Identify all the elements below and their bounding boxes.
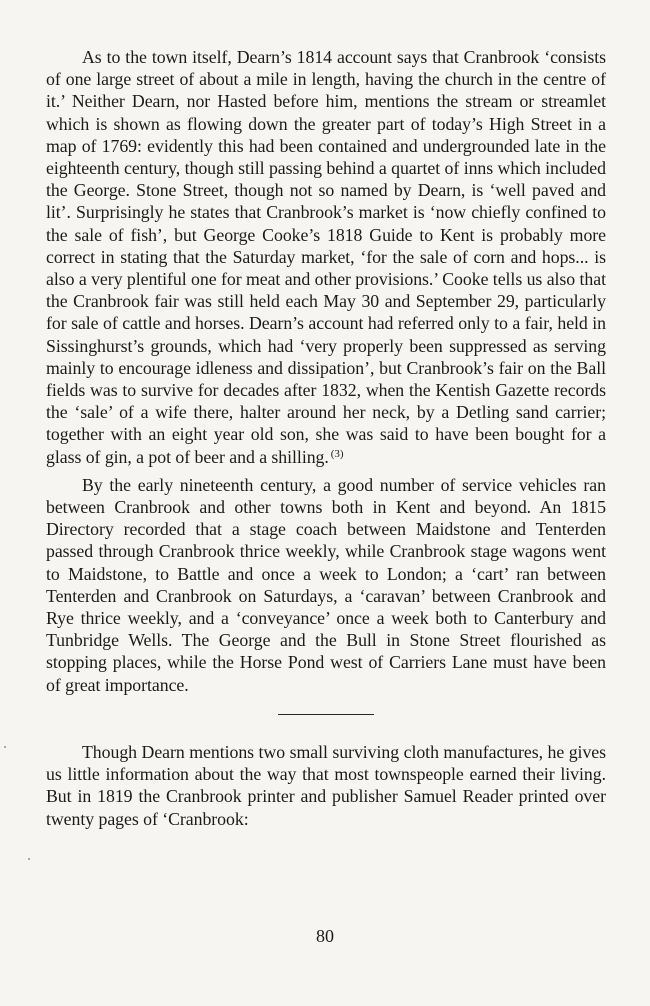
page-body	[46, 46, 606, 830]
section-divider	[278, 714, 374, 715]
paragraph-service-vehicles: By the early nineteenth century, a good number of service vehicles ran between Cranbrook and other towns both in Kent and beyond. An 1815 Directory recorded that a stage coach between Maidstone and Tenterden passed through Cranbrook thrice weekly, while Cranbrook stage wagons went to Maidstone, to Battle and once a week to London; a ‘cart’ ran between Tenterden and Cranbrook on Saturdays, a ‘caravan’ between Cranbrook and Rye thrice weekly, and a ‘conveyance’ once a week both to Canterbury and Tunbridge Wells. The George and the Bull in Stone Street flourished as stopping places, while the Horse Pond west of Carriers Lane must have been of great importance.	[46, 474, 606, 695]
scan-speck	[28, 858, 30, 860]
footnote-marker: (3)	[330, 447, 344, 460]
paragraph-cloth-manufactures: Though Dearn mentions two small surviving cloth manufactures, he gives us little information about the way that most townspeople earned their living. But in 1819 the Cranbrook printer and publisher Samuel Reader printed over twenty pages of ‘Cranbrook:	[46, 741, 606, 829]
scan-speck	[4, 746, 6, 748]
page-number: 80	[316, 926, 334, 946]
paragraph-town-description	[46, 46, 606, 468]
paragraph-1-text: As to the town itself, Dearn’s 1814 account says that Cranbrook ‘consists of one large street of about a mile in length, having the church in the centre of it.’ Neither Dearn, nor Hasted before him, mentions the stream or streamlet which is shown as flowing down the greater part of today’s High Street in a map of 1769: evidently this had been contained and undergrounded late in the eighteenth century, though still passing behind a quartet of inns which included the George. Stone Street, though not so named by Dearn, is ‘well paved and lit’. Surprisingly he states that Cranbrook’s market is ‘now chiefly confined to the sale of fish’, but George Cooke’s 1818 Guide to Kent is probably more correct in stating that the Saturday market, ‘for the sale of corn and hops... is also a very plentiful one for meat and other provisions.’ Cooke tells us also that the Cranbrook fair was still held each May 30 and September 29, particularly for sale of cattle and horses. Dearn’s account had referred only to a fair, held in Sissinghurst’s grounds, which had ‘very properly been suppressed as serving mainly to encourage idleness and dissipation’, but Cranbrook’s fair on the Ball fields was to survive for decades after 1832, when the Kentish Gazette records the ‘sale’ of a wife there, halter around her neck, by a Detling sand carrier; together with an eight year old son, she was said to have been bought for a glass of gin, a pot of beer and a shilling.	[46, 47, 606, 467]
